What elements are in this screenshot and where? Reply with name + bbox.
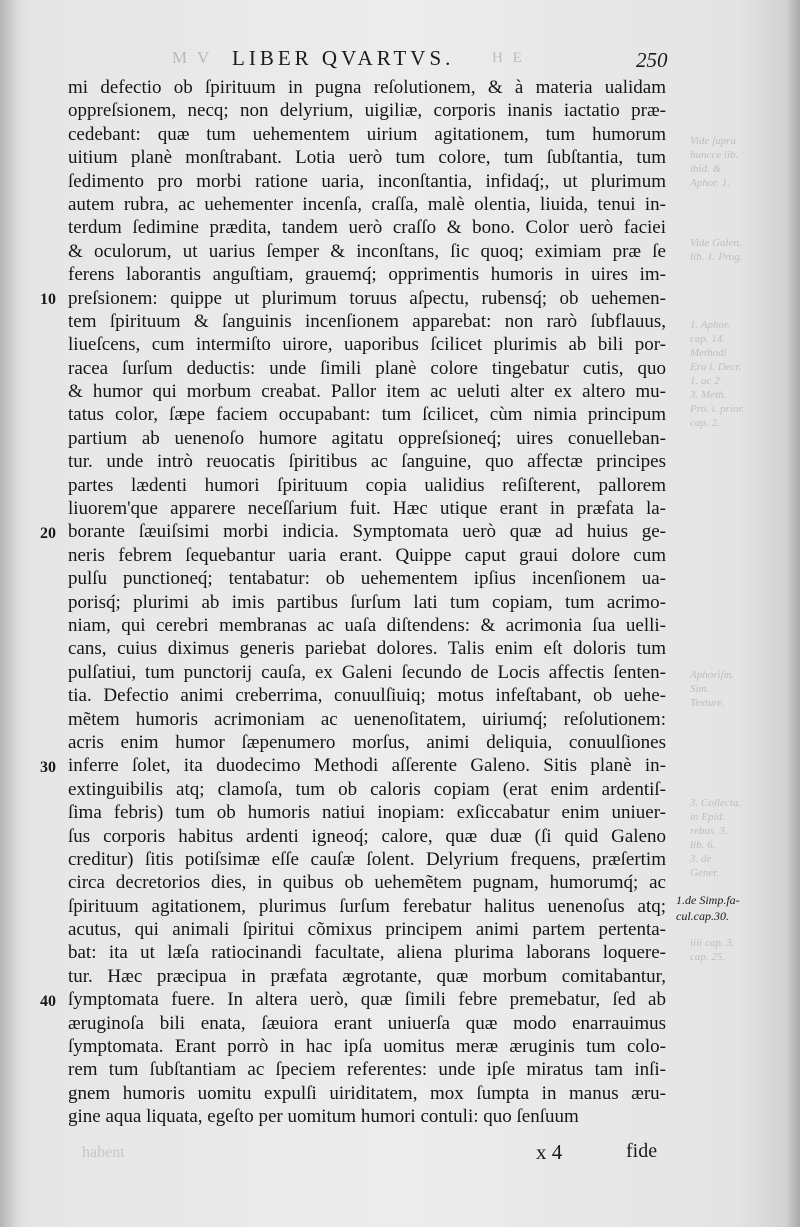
show-through-note: 1. Aphor. cap. 14. Methodi Era i. Decr. 1. ac 2 3. Meth. Pro. i. prior. cap. 2.: [690, 319, 745, 429]
text-line: ſedimento pro morbi ratione uaria, inconſtantia, infidaq́;, ut plurimum: [68, 170, 666, 192]
line-number: 10: [40, 291, 56, 308]
text-line: mi defectio ob ſpirituum in pugna reſolutionem, & à materia ualidam: [68, 77, 666, 98]
text-line: & humor qui morbum creabat. Pallor item ac ueluti alter ex altero mu-: [68, 381, 666, 403]
page-edge-shadow: [786, 0, 800, 1227]
text-line: porisq́; plurimi ab imis partibus ſurſum lati tum copiam, tum acrimo-: [68, 591, 666, 613]
text-line: ſima febris) tum ob humoris natiui inopiam: exſiccabatur enim uniuer-: [68, 802, 666, 824]
text-line: terdum ſedimine prædita, tandem uerò craſſo & bono. Color uerò faciei: [68, 217, 666, 239]
text-line: preſsionem: quippe ut plurimum toruus aſpectu, rubensq́; ob uehemen-: [68, 287, 666, 309]
text-line: mẽtem humoris acrimoniam ac uenenoſitatem, uiriumq́; reſolutionem:: [68, 708, 666, 730]
text-line: ſymptomata. Erant porrò in hac ipſa uomitus meræ æruginis tum colo-: [68, 1036, 666, 1058]
body-text: [68, 76, 666, 1129]
text-line: neris febrem ſequebantur uaria erant. Quippe caput graui dolore cum: [68, 544, 666, 566]
text-line: autem rubra, ac uehementer incenſa, craſſa, malè olentia, liuida, tenui in-: [68, 193, 666, 215]
text-line: partes lædenti humori ſpirituum copia ualidius reſiſterent, pallorem: [68, 474, 666, 496]
show-through-note: 3. Collecta. in Epid. rebus. 3. lib. 6. 3. de Gener.: [690, 797, 742, 879]
line-number: 20: [40, 525, 56, 542]
text-line: & oculorum, ut uarius ſemper & inconſtans, ſic quoq; eximiam præ ſe: [68, 240, 666, 262]
gutter-shadow: [0, 0, 18, 1227]
text-line: æruginoſa bili enata, ſæuiora erant uniuerſa quæ modo enarrauimus: [68, 1012, 666, 1034]
show-through-note: iiii cap. 3. cap. 25.: [690, 937, 735, 963]
text-line: gine aqua liquata, egeſto per uomitum humori contuli: quo ſenſuum: [68, 1106, 579, 1128]
text-line: liuorem'que apparere neceſſarium fuit. Hæc utique erant in præfata la-: [68, 498, 666, 520]
line-number: 30: [40, 759, 56, 776]
text-line: pulſu punctioneq́; tentabatur: ob uehementem ipſius incenſionem ua-: [68, 568, 666, 590]
text-line: ſus corporis habitus ardenti igneoq́; calore, quæ duæ (ſi quid Galeno: [68, 825, 666, 847]
text-line: inferre ſolet, ita duodecimo Methodi aſſerente Galeno. Sitis planè in-: [68, 755, 666, 777]
show-through-text: habent: [82, 1144, 125, 1161]
show-through-head-right: H E: [492, 50, 525, 66]
text-line: borante ſæuiſsimi morbi indicia. Symptomata uerò quæ ad huius ge-: [68, 521, 666, 543]
show-through-note: Aphoriſm. Sim. Texture.: [690, 669, 735, 709]
text-line: niam, qui cerebri membranas ac uaſa diſtendens: & acrimonia ſua uelli-: [68, 614, 666, 636]
text-line: rem tum ſubſtantiam ac ſpeciem referentes: unde ipſe miratus tam inſi-: [68, 1059, 666, 1081]
text-line: racea ſurſum deductis: unde ſimili planè colore tingebatur cutis, quo: [68, 357, 666, 379]
running-head: [0, 44, 800, 74]
text-line: creditur) ſitis potiſsimæ eſſe cauſæ ſolent. Delyrium frequens, præſertim: [68, 848, 666, 870]
text-line: ſymptomata fuere. In altera uerò, quæ ſimili febre premebatur, ſed ab: [68, 989, 666, 1011]
text-line: ſpirituum agitationem, plurimus ſurſum ferebatur halitus uenenoſus atq;: [68, 895, 666, 917]
text-line: acris enim humor ſæpenumero morſus, animi deliquia, conuulſiones: [68, 731, 666, 753]
text-line: bat: ita ut læſa ratiocinandi facultate, aliena plurima laborans loquere-: [68, 942, 666, 964]
show-through-head-left: M V: [172, 48, 213, 67]
text-line: gnem humoris uomitu expulſi uiriditatem, mox ſumpta in manus æru-: [68, 1082, 666, 1104]
catchword: fide: [626, 1140, 658, 1162]
running-title: LIBER QVARTVS.: [232, 46, 455, 70]
text-line: pulſatiui, tum punctorij cauſa, ex Galeni ſecundo de Locis affectis ſenten-: [68, 661, 666, 683]
text-line: acutus, qui animali ſpiritui cõmixus principem animi partem pertenta-: [68, 919, 666, 941]
text-line: oppreſsionem, necq; non delyrium, uigiliæ, corporis inanis iactatio præ-: [68, 100, 666, 122]
text-line: liueſcens, cum intermiſto uirore, uaporibus ſcilicet plurimis ab bili por-: [68, 334, 666, 356]
margin-reference: 1.de Simp.fa- cul.cap.30.: [676, 893, 740, 923]
text-line: tatus color, ſæpe faciem occupabant: tum ſcilicet, cùm nimia principum: [68, 404, 666, 426]
text-line: ferens laborantis anguſtiam, grauemq́; opprimentis humoris in uires im-: [68, 264, 666, 286]
show-through-note: Vide ſupra huncce lib. ibid. & Aphor. 1.: [690, 135, 739, 189]
signature-mark: x 4: [536, 1140, 563, 1164]
text-line: tur. unde intrò reuocatis ſpiritibus ac ſanguine, quo affectæ principes: [68, 451, 666, 473]
show-through-note: Vide Galen. lib. 1. Prog.: [690, 237, 743, 263]
text-line: circa decretorios dies, in quibus ob uehemẽtem pugnam, humorumq́; ac: [68, 872, 666, 894]
text-line: tia. Defectio animi creberrima, conuulſiuiq; motus infeſtabant, ob uehe-: [68, 685, 666, 707]
text-line: cedebant: quæ tum uehementem uirium agitationem, tum humorum: [68, 123, 666, 145]
text-line: extinguibilis atq; clamoſa, tum ob caloris copiam (erat enim ardentiſ-: [68, 778, 666, 800]
text-line: uitium planè monſtrabant. Lotia uerò tum colore, tum ſubſtantia, tum: [68, 147, 666, 169]
text-line: tur. Hæc præcipua in præfata ægrotante, quæ morbum comitabantur,: [68, 965, 666, 987]
text-line: tem ſpirituum & ſanguinis incenſionem apparebat: non rarò ſubflauus,: [68, 310, 666, 332]
line-number: 40: [40, 993, 56, 1010]
text-line: partium ab uenenoſo humore agitatu oppreſsioneq́; uires conuelleban-: [68, 427, 666, 449]
text-line: cans, cuius diximus generis pariebat dolores. Talis enim eſt doloris tum: [68, 638, 666, 660]
page-number: 250: [636, 48, 668, 72]
